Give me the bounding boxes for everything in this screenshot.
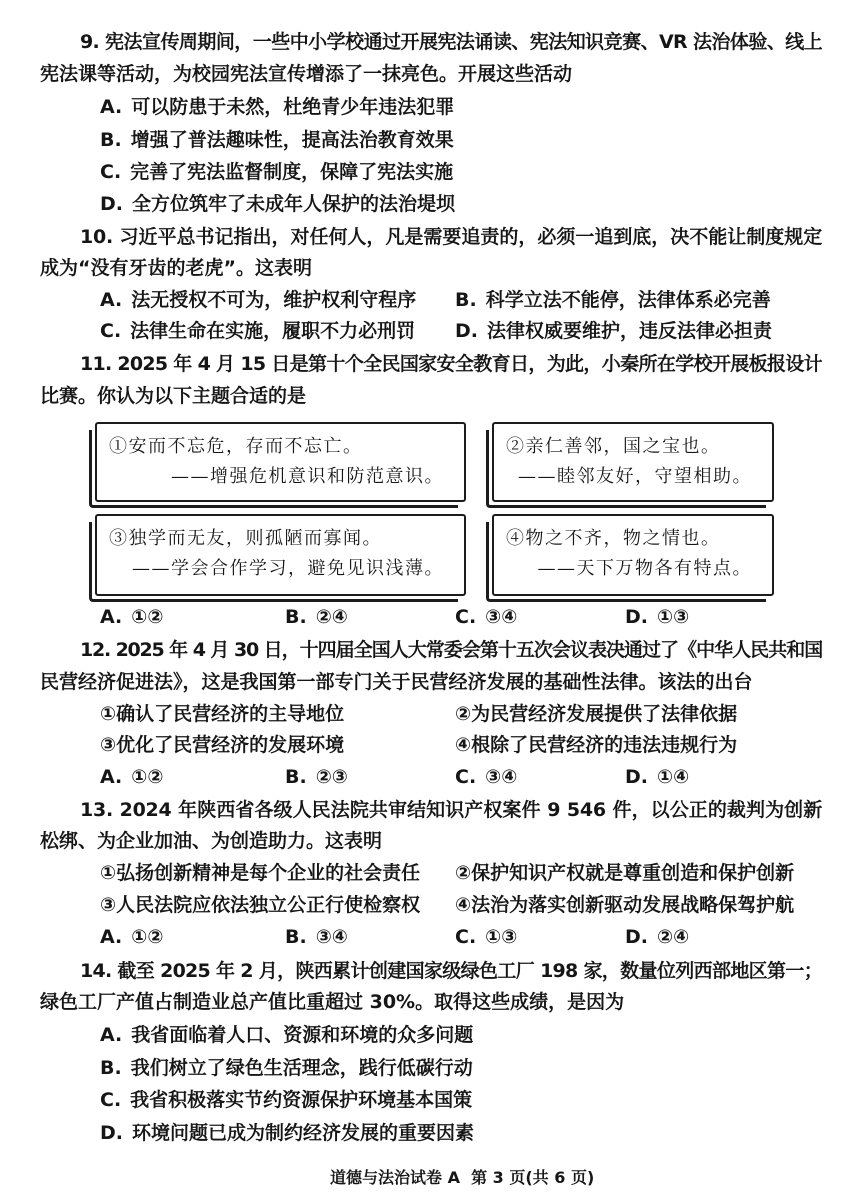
option-text: ③④ <box>485 766 518 788</box>
option-label: D. <box>455 320 478 342</box>
question-10-stem-line-2: 成为“没有牙齿的老虎”。这表明 <box>40 257 312 279</box>
question-14-option-d <box>100 1117 474 1149</box>
question-12-option-d <box>625 761 689 793</box>
question-12-statement-1: ①确认了民营经济的主导地位 <box>100 703 345 725</box>
question-14-stem-line-1 <box>80 955 822 987</box>
question-13-option-d <box>625 921 689 953</box>
question-12-statement-2: ②为民营经济发展提供了法律依据 <box>455 703 738 725</box>
question-12-option-b <box>285 761 348 793</box>
page-footer: 道德与法治试卷 A 第 3 页(共 6 页) <box>330 1168 595 1187</box>
question-13-stem-line-1 <box>80 794 822 826</box>
option-label: D. <box>625 766 648 788</box>
poster-quote: ④物之不齐，物之情也。 <box>506 528 721 549</box>
option-text: ①② <box>131 926 164 948</box>
question-14-stem-line-2: 绿色工厂产值占制造业总产值比重超过 30%。取得这些成绩，是因为 <box>40 991 625 1013</box>
option-text: 全方位筑牢了未成年人保护的法治堤坝 <box>132 193 456 215</box>
option-text: 环境问题已成为制约经济发展的重要因素 <box>132 1122 475 1144</box>
option-label: A. <box>100 606 123 628</box>
option-label: C. <box>100 161 122 183</box>
question-number: 10. <box>80 226 113 248</box>
option-label: C. <box>455 766 477 788</box>
question-11-option-c <box>455 601 517 633</box>
question-13-option-a <box>100 921 163 953</box>
stem-text: 截至 2025 年 2 月，陕西累计创建国家级绿色工厂 198 家，数量位列西部地区第一； <box>117 960 822 982</box>
option-text: ②④ <box>657 926 690 948</box>
question-9-option-c <box>100 156 453 188</box>
poster-quote: ③独学而无友，则孤陋而寡闻。 <box>109 528 382 549</box>
stem-text: 2024 年陕西省各级人民法院共审结知识产权案件 9 546 件，以公正的裁判为创新 <box>119 799 822 821</box>
option-text: ②④ <box>315 606 348 628</box>
poster-box-1 <box>95 422 466 502</box>
option-label: B. <box>100 1057 122 1079</box>
question-14-option-b <box>100 1052 473 1084</box>
question-9-stem-line-2: 宪法课等活动，为校园宪法宣传增添了一抹亮色。开展这些活动 <box>40 63 573 85</box>
option-label: D. <box>625 606 648 628</box>
question-9-option-a <box>100 91 454 123</box>
option-text: 可以防患于未然，杜绝青少年违法犯罪 <box>131 96 455 118</box>
option-text: ③④ <box>315 926 348 948</box>
question-number: 12. <box>80 639 110 661</box>
question-11-stem-line-2: 比赛。你认为以下主题合适的是 <box>40 385 307 407</box>
option-text: 科学立法不能停，法律体系必完善 <box>485 289 771 311</box>
option-label: C. <box>455 606 477 628</box>
option-text: ①② <box>131 766 164 788</box>
option-label: A. <box>100 766 123 788</box>
poster-theme: ——增强危机意识和防范意识。 <box>171 466 444 487</box>
option-label: B. <box>100 129 122 151</box>
option-text: 我省面临着人口、资源和环境的众多问题 <box>131 1024 474 1046</box>
question-12-stem-line-1 <box>80 634 822 666</box>
question-number: 13. <box>80 799 113 821</box>
poster-box-2 <box>492 422 774 502</box>
question-10-stem-line-1 <box>80 221 822 253</box>
option-text: 法无授权不可为，维护权利守程序 <box>131 289 417 311</box>
question-13-statement-3: ③人民法院应依法独立公正行使检察权 <box>100 894 421 916</box>
question-10-option-a <box>100 284 416 316</box>
option-label: B. <box>455 289 477 311</box>
option-label: A. <box>100 96 123 118</box>
question-13-statement-1: ①弘扬创新精神是每个企业的社会责任 <box>100 862 421 884</box>
poster-quote: ②亲仁善邻，国之宝也。 <box>506 436 721 457</box>
option-label: D. <box>100 193 123 215</box>
question-9-option-b <box>100 124 454 156</box>
poster-box-4 <box>492 514 774 596</box>
option-text: 法律生命在实施，履职不力必刑罚 <box>130 320 416 342</box>
question-13-statement-2: ②保护知识产权就是尊重创造和保护创新 <box>455 862 795 884</box>
question-10-option-d <box>455 315 772 347</box>
poster-theme: ——睦邻友好，守望相助。 <box>518 466 752 487</box>
question-14-option-c <box>100 1084 472 1116</box>
question-number: 11. <box>80 353 112 375</box>
poster-theme: ——学会合作学习，避免见识浅薄。 <box>132 558 444 579</box>
stem-text: 2025 年 4 月 15 日是第十个全民国家安全教育日，为此，小秦所在学校开展板报设计 <box>117 353 822 375</box>
question-11-option-d <box>625 601 689 633</box>
question-12-statement-4: ④根除了民营经济的违法违规行为 <box>455 734 738 756</box>
question-11-stem-line-1 <box>80 348 822 380</box>
stem-text: 2025 年 4 月 30 日，十四届全国人大常委会第十五次会议表决通过了《中华人民共和国 <box>115 639 822 661</box>
option-text: 增强了普法趣味性，提高法治教育效果 <box>130 129 454 151</box>
question-14-option-a <box>100 1019 473 1051</box>
option-label: B. <box>285 766 307 788</box>
option-text: 我省积极落实节约资源保护环境基本国策 <box>130 1089 473 1111</box>
question-12-option-a <box>100 761 163 793</box>
option-text: 我们树立了绿色生活理念，践行低碳行动 <box>130 1057 473 1079</box>
option-text: ②③ <box>315 766 348 788</box>
question-number: 14. <box>80 960 112 982</box>
question-11-option-b <box>285 601 348 633</box>
question-12-option-c <box>455 761 517 793</box>
question-12-stem-line-2: 民营经济促进法》，这是我国第一部专门关于民营经济发展的基础性法律。该法的出台 <box>40 671 753 693</box>
option-text: ③④ <box>485 606 518 628</box>
option-label: A. <box>100 1024 123 1046</box>
option-text: ①④ <box>657 766 690 788</box>
poster-theme: ——天下万物各有特点。 <box>537 558 752 579</box>
stem-text: 宪法宣传周期间，一些中小学校通过开展宪法诵读、宪法知识竞赛、VR 法治体验、线上 <box>105 31 822 53</box>
option-label: B. <box>285 606 307 628</box>
option-label: D. <box>100 1122 123 1144</box>
poster-box-3 <box>95 514 466 596</box>
poster-quote: ①安而不忘危，存而不忘亡。 <box>109 436 363 457</box>
question-11-option-a <box>100 601 163 633</box>
question-12-statement-3: ③优化了民营经济的发展环境 <box>100 734 345 756</box>
question-13-stem-line-2: 松绑、为企业加油、为创造助力。这表明 <box>40 830 383 852</box>
question-10-option-b <box>455 284 771 316</box>
question-13-statement-4: ④法治为落实创新驱动发展战略保驾护航 <box>455 894 795 916</box>
option-label: C. <box>100 1089 122 1111</box>
stem-text: 习近平总书记指出，对任何人，凡是需要追责的，必须一追到底，决不能让制度规定 <box>119 226 822 248</box>
option-text: 完善了宪法监督制度，保障了宪法实施 <box>130 161 454 183</box>
question-9-option-d <box>100 188 455 220</box>
option-label: A. <box>100 289 123 311</box>
option-label: D. <box>625 926 648 948</box>
option-label: B. <box>285 926 307 948</box>
option-label: C. <box>100 320 122 342</box>
option-text: ①② <box>131 606 164 628</box>
option-label: A. <box>100 926 123 948</box>
option-text: ①③ <box>657 606 690 628</box>
option-label: C. <box>455 926 477 948</box>
question-number: 9. <box>80 31 99 53</box>
question-13-option-c <box>455 921 517 953</box>
question-10-option-c <box>100 315 415 347</box>
question-9-stem-line-1 <box>80 26 822 58</box>
option-text: ①③ <box>485 926 518 948</box>
question-13-option-b <box>285 921 348 953</box>
option-text: 法律权威要维护，违反法律必担责 <box>487 320 773 342</box>
